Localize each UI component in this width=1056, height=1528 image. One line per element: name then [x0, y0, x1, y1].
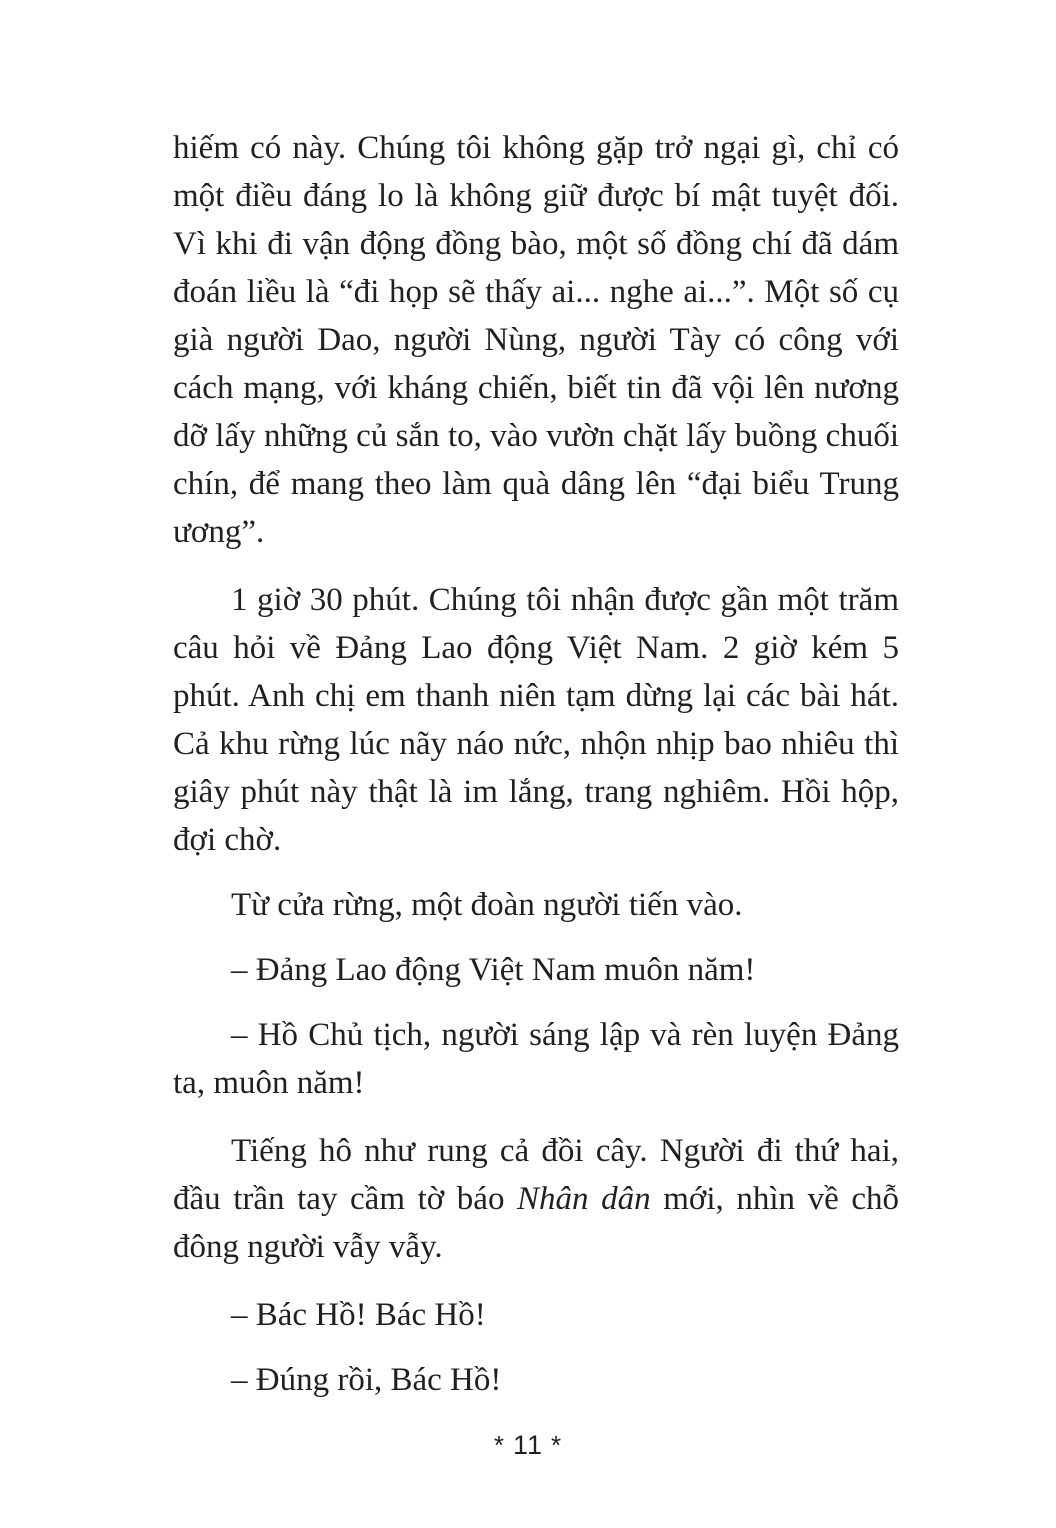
star-ornament-left: * — [493, 1430, 505, 1460]
newspaper-title: Nhân dân — [517, 1181, 651, 1217]
paragraph-exclamation-2: – Đúng rồi, Bác Hồ! — [231, 1362, 502, 1398]
body-text — [173, 124, 899, 1404]
paragraph-newspaper-before: Tiếng hô như rung cả đồi cây. Người đi thứ hai, đầu trần tay cầm tờ báo — [173, 1133, 899, 1217]
paragraph-newspaper — [173, 1127, 899, 1271]
paragraph-time-report: 1 giờ 30 phút. Chúng tôi nhận được gần một trăm câu hỏi về Đảng Lao động Việt Nam. 2 giờ kém 5 phút. Anh chị em thanh niên tạm dừng lại các bài hát. Cả khu rừng lúc nãy náo nức, nhộn nhịp bao nhiêu thì giây phút này thật là im lắng, trang nghiêm. Hồi hộp, đợi chờ. — [173, 582, 899, 858]
paragraph-newspaper-after: mới, nhìn về chỗ đông người vẫy vẫy. — [173, 1181, 900, 1265]
paragraph-slogan-party: – Đảng Lao động Việt Nam muôn năm! — [231, 952, 756, 988]
page-number-footer — [0, 1428, 1056, 1462]
paragraph-continuation: hiếm có này. Chúng tôi không gặp trở ngại gì, chỉ có một điều đáng lo là không giữ được bí mật tuyệt đối. Vì khi đi vận động đồng bào, một số đồng chí đã dám đoán liều là “đi họp sẽ thấy ai... nghe ai...”. Một số cụ già người Dao, người Nùng, người Tày có công với cách mạng, với kháng chiến, biết tin đã vội lên nương dỡ lấy những củ sắn to, vào vườn chặt lấy buồng chuối chín, để mang theo làm quà dâng lên “đại biểu Trung ương”. — [173, 130, 899, 550]
paragraph-procession: Từ cửa rừng, một đoàn người tiến vào. — [231, 887, 743, 923]
page-number: 11 — [512, 1430, 544, 1460]
paragraph-exclamation-1: – Bác Hồ! Bác Hồ! — [231, 1297, 486, 1333]
star-ornament-right: * — [551, 1430, 563, 1460]
paragraph-slogan-president: – Hồ Chủ tịch, người sáng lập và rèn luyện Đảng ta, muôn năm! — [173, 1017, 899, 1101]
